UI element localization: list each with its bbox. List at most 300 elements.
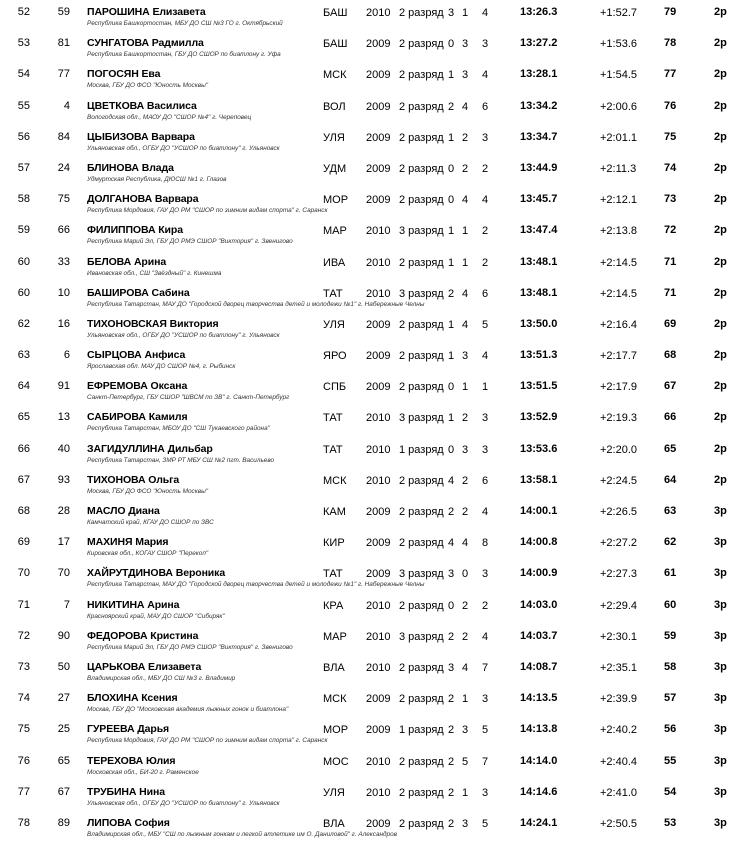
category-cell: 2 разряд xyxy=(399,162,444,175)
gap-cell: +2:00.6 xyxy=(600,100,638,113)
birth-year-cell: 2009 xyxy=(366,381,391,394)
gap-cell: +2:16.4 xyxy=(600,318,638,331)
rank-cell: 3р xyxy=(714,598,727,611)
rank-cell: 3р xyxy=(714,785,727,798)
table-row xyxy=(0,31,750,62)
place-cell: 62 xyxy=(17,317,30,330)
category-cell: 3 разряд xyxy=(399,225,444,238)
athlete-name: ДОЛГАНОВА Варвара xyxy=(87,193,199,206)
shooting-total-cell: 7 xyxy=(481,661,489,674)
place-cell: 76 xyxy=(17,754,30,767)
athlete-team: Республика Татарстан, ЗМР РТ МБУ СШ №2 пгт. Васильево xyxy=(87,456,275,464)
athlete-name: ПАРОШИНА Елизавета xyxy=(87,6,206,18)
athlete-name: ФИЛИППОВА Кира xyxy=(87,224,183,237)
points-cell: 54 xyxy=(664,785,677,798)
athlete-name: БЛОХИНА Ксения xyxy=(87,692,178,705)
shooting-2-cell: 4 xyxy=(461,537,469,550)
rank-cell: 3р xyxy=(714,505,727,517)
athlete-team: Республика Татарстан, МАУ ДО "Городской дворец творчества детей и молодежи №1" г. Набережные Челны xyxy=(87,300,425,308)
gap-cell: +2:50.5 xyxy=(600,817,638,830)
birth-year-cell: 2010 xyxy=(366,599,391,612)
athlete-team: Владимирская обл., МБУ "СШ по лыжным гонкам и легкой атлетике им О. Даниловой" г. Александров xyxy=(87,830,397,838)
region-cell: СПБ xyxy=(323,381,347,394)
region-cell: БАШ xyxy=(323,7,348,19)
gap-cell: +2:30.1 xyxy=(600,630,638,643)
bib-cell: 6 xyxy=(63,349,70,362)
rank-cell: 2р xyxy=(714,317,727,330)
category-cell: 2 разряд xyxy=(399,661,444,674)
shooting-total-cell: 2 xyxy=(481,256,489,269)
category-cell: 1 разряд xyxy=(399,724,444,737)
bib-cell: 59 xyxy=(57,6,70,18)
time-cell: 13:47.4 xyxy=(520,224,558,237)
birth-year-cell: 2009 xyxy=(366,162,391,175)
birth-year-cell: 2009 xyxy=(366,69,391,82)
time-cell: 13:26.3 xyxy=(520,6,558,18)
shooting-2-cell: 3 xyxy=(461,38,469,51)
shooting-total-cell: 5 xyxy=(481,817,489,830)
athlete-name: МАХИНЯ Мария xyxy=(87,536,169,549)
shooting-1-cell: 0 xyxy=(447,194,455,207)
place-cell: 77 xyxy=(17,785,30,798)
shooting-2-cell: 3 xyxy=(461,443,469,456)
time-cell: 14:00.9 xyxy=(520,567,558,580)
athlete-name: ХАЙРУТДИНОВА Вероника xyxy=(87,567,226,580)
category-cell: 2 разряд xyxy=(399,318,444,331)
rank-cell: 3р xyxy=(714,723,727,736)
place-cell: 52 xyxy=(17,6,30,18)
points-cell: 53 xyxy=(664,816,677,829)
gap-cell: +1:54.5 xyxy=(600,69,638,82)
table-row xyxy=(0,530,750,561)
place-cell: 54 xyxy=(17,68,30,81)
athlete-name: ЦВЕТКОВА Василиса xyxy=(87,99,197,112)
category-cell: 3 разряд xyxy=(399,412,444,425)
gap-cell: +2:41.0 xyxy=(600,786,638,799)
shooting-1-cell: 1 xyxy=(447,131,455,144)
bib-cell: 67 xyxy=(57,785,70,798)
time-cell: 14:08.7 xyxy=(520,660,558,673)
rank-cell: 2р xyxy=(714,6,727,18)
bib-cell: 84 xyxy=(57,130,70,143)
athlete-name: БЛИНОВА Влада xyxy=(87,161,174,174)
gap-cell: +2:39.9 xyxy=(600,693,638,706)
shooting-total-cell: 2 xyxy=(481,225,489,238)
birth-year-cell: 2010 xyxy=(366,412,391,425)
table-row xyxy=(0,749,750,780)
gap-cell: +2:14.5 xyxy=(600,287,638,300)
rank-cell: 2р xyxy=(714,68,727,81)
category-cell: 2 разряд xyxy=(399,755,444,768)
region-cell: ВОЛ xyxy=(323,100,346,113)
shooting-2-cell: 3 xyxy=(461,817,469,830)
region-cell: ТАТ xyxy=(323,443,343,456)
rank-cell: 2р xyxy=(714,130,727,143)
region-cell: КИР xyxy=(323,537,345,550)
rank-cell: 3р xyxy=(714,692,727,705)
place-cell: 59 xyxy=(17,224,30,237)
category-cell: 2 разряд xyxy=(399,817,444,830)
region-cell: УЛЯ xyxy=(323,318,345,331)
gap-cell: +1:52.7 xyxy=(600,7,638,19)
bib-cell: 65 xyxy=(57,754,70,767)
time-cell: 13:58.1 xyxy=(520,473,558,486)
birth-year-cell: 2010 xyxy=(366,443,391,456)
place-cell: 58 xyxy=(17,193,30,206)
category-cell: 2 разряд xyxy=(399,506,444,518)
birth-year-cell: 2009 xyxy=(366,724,391,737)
shooting-1-cell: 1 xyxy=(447,225,455,238)
shooting-2-cell: 0 xyxy=(461,568,469,581)
region-cell: КРА xyxy=(323,599,344,612)
points-cell: 65 xyxy=(664,442,677,455)
points-cell: 71 xyxy=(664,286,677,299)
birth-year-cell: 2009 xyxy=(366,506,391,518)
points-cell: 61 xyxy=(664,567,677,580)
gap-cell: +1:53.6 xyxy=(600,38,638,51)
bib-cell: 50 xyxy=(57,660,70,673)
athlete-team: Ульяновская обл., ОГБУ ДО "УСШОР по биатлону" г. Ульяновск xyxy=(87,331,280,339)
shooting-total-cell: 1 xyxy=(481,381,489,394)
gap-cell: +2:40.4 xyxy=(600,755,638,768)
rank-cell: 2р xyxy=(714,255,727,268)
rank-cell: 2р xyxy=(714,380,727,393)
shooting-1-cell: 1 xyxy=(447,350,455,363)
athlete-name: СЫРЦОВА Анфиса xyxy=(87,349,186,362)
points-cell: 74 xyxy=(664,161,677,174)
gap-cell: +2:17.7 xyxy=(600,350,638,363)
rank-cell: 2р xyxy=(714,193,727,206)
shooting-1-cell: 4 xyxy=(447,474,455,487)
points-cell: 58 xyxy=(664,660,677,673)
shooting-2-cell: 1 xyxy=(461,381,469,394)
region-cell: УЛЯ xyxy=(323,131,345,144)
region-cell: МОС xyxy=(323,755,349,768)
table-row xyxy=(0,156,750,187)
athlete-team: Ульяновская обл., ОГБУ ДО "УСШОР по биатлону" г. Ульяновск xyxy=(87,799,280,807)
shooting-2-cell: 3 xyxy=(461,350,469,363)
time-cell: 13:28.1 xyxy=(520,68,558,81)
bib-cell: 13 xyxy=(57,411,70,424)
shooting-2-cell: 1 xyxy=(461,225,469,238)
place-cell: 63 xyxy=(17,349,30,362)
shooting-2-cell: 3 xyxy=(461,69,469,82)
time-cell: 14:13.5 xyxy=(520,692,558,705)
place-cell: 55 xyxy=(17,99,30,112)
points-cell: 75 xyxy=(664,130,677,143)
athlete-team: Санкт-Петербург, ГБУ СШОР "ШВСМ по ЗВ" г. Санкт-Петербург xyxy=(87,394,290,402)
region-cell: МОР xyxy=(323,194,349,207)
category-cell: 3 разряд xyxy=(399,630,444,643)
athlete-name: БАШИРОВА Сабина xyxy=(87,286,190,299)
birth-year-cell: 2010 xyxy=(366,786,391,799)
birth-year-cell: 2009 xyxy=(366,131,391,144)
table-row xyxy=(0,62,750,93)
table-row xyxy=(0,437,750,468)
category-cell: 2 разряд xyxy=(399,381,444,394)
athlete-team: Республика Мордовия, ГАУ ДО РМ "СШОР по зимним видам спорта" г. Саранск xyxy=(87,737,328,745)
region-cell: МОР xyxy=(323,724,349,737)
bib-cell: 91 xyxy=(57,380,70,393)
shooting-1-cell: 2 xyxy=(447,630,455,643)
athlete-team: Республика Башкортостан, ГБУ ДО СШОР по биатлону г. Уфа xyxy=(87,51,281,59)
table-row xyxy=(0,811,750,842)
athlete-name: МАСЛО Диана xyxy=(87,505,160,517)
category-cell: 3 разряд xyxy=(399,287,444,300)
table-row xyxy=(0,125,750,156)
place-cell: 71 xyxy=(17,598,30,611)
region-cell: КАМ xyxy=(323,506,346,518)
time-cell: 14:14.0 xyxy=(520,754,558,767)
shooting-1-cell: 4 xyxy=(447,537,455,550)
shooting-2-cell: 1 xyxy=(461,7,469,19)
athlete-name: ФЕДОРОВА Кристина xyxy=(87,629,199,642)
athlete-name: ТИХОНОВСКАЯ Виктория xyxy=(87,317,219,330)
table-row xyxy=(0,561,750,592)
athlete-team: Ярославская обл. МАУ ДО СШОР №4, г. Рыбинск xyxy=(87,363,236,371)
time-cell: 14:00.1 xyxy=(520,505,558,517)
category-cell: 3 разряд xyxy=(399,568,444,581)
shooting-total-cell: 4 xyxy=(481,350,489,363)
region-cell: ЯРО xyxy=(323,350,347,363)
category-cell: 2 разряд xyxy=(399,7,444,19)
athlete-name: ЦЫБИЗОВА Варвара xyxy=(87,130,195,143)
shooting-total-cell: 2 xyxy=(481,162,489,175)
points-cell: 68 xyxy=(664,349,677,362)
rank-cell: 2р xyxy=(714,37,727,50)
shooting-1-cell: 0 xyxy=(447,443,455,456)
gap-cell: +2:29.4 xyxy=(600,599,638,612)
time-cell: 14:14.6 xyxy=(520,785,558,798)
shooting-1-cell: 0 xyxy=(447,38,455,51)
time-cell: 13:48.1 xyxy=(520,286,558,299)
place-cell: 69 xyxy=(17,536,30,549)
rank-cell: 3р xyxy=(714,816,727,829)
athlete-name: ГУРЕЕВА Дарья xyxy=(87,723,170,736)
birth-year-cell: 2009 xyxy=(366,318,391,331)
shooting-total-cell: 5 xyxy=(481,724,489,737)
shooting-total-cell: 4 xyxy=(481,7,489,19)
shooting-total-cell: 4 xyxy=(481,69,489,82)
place-cell: 67 xyxy=(17,473,30,486)
athlete-name: ПОГОСЯН Ева xyxy=(87,68,161,81)
bib-cell: 90 xyxy=(57,629,70,642)
athlete-name: НИКИТИНА Арина xyxy=(87,598,180,611)
points-cell: 76 xyxy=(664,99,677,112)
shooting-2-cell: 4 xyxy=(461,661,469,674)
table-row xyxy=(0,94,750,125)
birth-year-cell: 2009 xyxy=(366,817,391,830)
birth-year-cell: 2010 xyxy=(366,7,391,19)
shooting-1-cell: 2 xyxy=(447,724,455,737)
bib-cell: 24 xyxy=(57,161,70,174)
bib-cell: 81 xyxy=(57,37,70,50)
shooting-total-cell: 3 xyxy=(481,131,489,144)
points-cell: 64 xyxy=(664,473,677,486)
points-cell: 62 xyxy=(664,536,677,549)
athlete-team: Ивановская обл., СШ "Звёздный" г. Кинешма xyxy=(87,269,222,277)
points-cell: 79 xyxy=(664,6,677,18)
rank-cell: 3р xyxy=(714,629,727,642)
region-cell: МСК xyxy=(323,474,347,487)
shooting-total-cell: 6 xyxy=(481,474,489,487)
category-cell: 2 разряд xyxy=(399,350,444,363)
gap-cell: +2:24.5 xyxy=(600,474,638,487)
gap-cell: +2:17.9 xyxy=(600,381,638,394)
shooting-1-cell: 0 xyxy=(447,381,455,394)
birth-year-cell: 2009 xyxy=(366,38,391,51)
birth-year-cell: 2010 xyxy=(366,755,391,768)
shooting-1-cell: 1 xyxy=(447,69,455,82)
place-cell: 74 xyxy=(17,692,30,705)
athlete-team: Москва, ГБУ ДО "Московская академия лыжных гонок и биатлона" xyxy=(87,706,289,714)
points-cell: 67 xyxy=(664,380,677,393)
gap-cell: +2:14.5 xyxy=(600,256,638,269)
bib-cell: 93 xyxy=(57,473,70,486)
gap-cell: +2:27.3 xyxy=(600,568,638,581)
category-cell: 2 разряд xyxy=(399,69,444,82)
rank-cell: 2р xyxy=(714,442,727,455)
shooting-1-cell: 3 xyxy=(447,661,455,674)
shooting-total-cell: 3 xyxy=(481,412,489,425)
category-cell: 1 разряд xyxy=(399,443,444,456)
points-cell: 57 xyxy=(664,692,677,705)
place-cell: 66 xyxy=(17,442,30,455)
shooting-1-cell: 3 xyxy=(447,568,455,581)
shooting-2-cell: 4 xyxy=(461,318,469,331)
bib-cell: 77 xyxy=(57,68,70,81)
table-row xyxy=(0,0,750,31)
shooting-total-cell: 3 xyxy=(481,38,489,51)
shooting-total-cell: 3 xyxy=(481,443,489,456)
shooting-2-cell: 3 xyxy=(461,724,469,737)
shooting-total-cell: 3 xyxy=(481,568,489,581)
shooting-2-cell: 2 xyxy=(461,474,469,487)
gap-cell: +2:20.0 xyxy=(600,443,638,456)
region-cell: УДМ xyxy=(323,162,347,175)
place-cell: 72 xyxy=(17,629,30,642)
table-row xyxy=(0,343,750,374)
athlete-team: Республика Башкортостан, МБУ ДО СШ №3 ГО г. Октябрьский xyxy=(87,20,283,27)
birth-year-cell: 2010 xyxy=(366,256,391,269)
points-cell: 77 xyxy=(664,68,677,81)
rank-cell: 3р xyxy=(714,754,727,767)
birth-year-cell: 2009 xyxy=(366,100,391,113)
shooting-1-cell: 2 xyxy=(447,817,455,830)
table-row xyxy=(0,686,750,717)
place-cell: 70 xyxy=(17,567,30,580)
category-cell: 2 разряд xyxy=(399,599,444,612)
shooting-1-cell: 0 xyxy=(447,162,455,175)
place-cell: 53 xyxy=(17,37,30,50)
time-cell: 13:44.9 xyxy=(520,161,558,174)
shooting-1-cell: 0 xyxy=(447,599,455,612)
gap-cell: +2:26.5 xyxy=(600,506,638,518)
athlete-team: Республика Марий Эл, ГБУ ДО РМЭ СШОР "Виктория" г. Звенигово xyxy=(87,643,293,651)
bib-cell: 25 xyxy=(57,723,70,736)
gap-cell: +2:11.3 xyxy=(600,162,637,175)
category-cell: 2 разряд xyxy=(399,474,444,487)
shooting-total-cell: 3 xyxy=(481,693,489,706)
shooting-1-cell: 2 xyxy=(447,287,455,300)
category-cell: 2 разряд xyxy=(399,786,444,799)
birth-year-cell: 2009 xyxy=(366,194,391,207)
points-cell: 59 xyxy=(664,629,677,642)
region-cell: МАР xyxy=(323,225,347,238)
time-cell: 14:13.8 xyxy=(520,723,558,736)
rank-cell: 2р xyxy=(714,473,727,486)
shooting-total-cell: 4 xyxy=(481,194,489,207)
rank-cell: 2р xyxy=(714,99,727,112)
time-cell: 14:00.8 xyxy=(520,536,558,549)
rank-cell: 3р xyxy=(714,660,727,673)
points-cell: 69 xyxy=(664,317,677,330)
place-cell: 60 xyxy=(17,286,30,299)
athlete-team: Республика Татарстан, МАУ ДО "Городской дворец творчества детей и молодежи №1" г. Набережные Челны xyxy=(87,581,425,589)
shooting-2-cell: 2 xyxy=(461,412,469,425)
bib-cell: 28 xyxy=(57,505,70,517)
shooting-2-cell: 2 xyxy=(461,162,469,175)
table-row xyxy=(0,499,750,530)
gap-cell: +2:27.2 xyxy=(600,537,638,550)
table-row xyxy=(0,250,750,281)
athlete-team: Кировская обл., КОГАУ СШОР "Перекоп" xyxy=(87,550,209,558)
category-cell: 2 разряд xyxy=(399,194,444,207)
category-cell: 2 разряд xyxy=(399,537,444,550)
points-cell: 55 xyxy=(664,754,677,767)
time-cell: 13:53.6 xyxy=(520,442,558,455)
time-cell: 13:51.5 xyxy=(520,380,558,393)
shooting-2-cell: 2 xyxy=(461,506,469,518)
birth-year-cell: 2009 xyxy=(366,350,391,363)
shooting-total-cell: 7 xyxy=(481,755,489,768)
birth-year-cell: 2009 xyxy=(366,568,391,581)
table-row xyxy=(0,593,750,624)
points-cell: 72 xyxy=(664,224,677,237)
birth-year-cell: 2010 xyxy=(366,661,391,674)
region-cell: МСК xyxy=(323,693,347,706)
table-row xyxy=(0,624,750,655)
points-cell: 66 xyxy=(664,411,677,424)
athlete-team: Красноярский край, МАУ ДО СШОР "Сибиряк" xyxy=(87,612,225,620)
table-row xyxy=(0,468,750,499)
time-cell: 14:03.7 xyxy=(520,629,558,642)
shooting-2-cell: 4 xyxy=(461,194,469,207)
bib-cell: 16 xyxy=(57,317,70,330)
shooting-total-cell: 3 xyxy=(481,786,489,799)
gap-cell: +2:19.3 xyxy=(600,412,638,425)
category-cell: 2 разряд xyxy=(399,693,444,706)
athlete-team: Камчатский край, КГАУ ДО СШОР по ЗВС xyxy=(87,519,214,526)
athlete-team: Республика Мордовия, ГАУ ДО РМ "СШОР по зимним видам спорта" г. Саранск xyxy=(87,207,328,215)
place-cell: 60 xyxy=(17,255,30,268)
shooting-2-cell: 4 xyxy=(461,287,469,300)
region-cell: ВЛА xyxy=(323,817,345,830)
region-cell: ИВА xyxy=(323,256,346,269)
shooting-1-cell: 2 xyxy=(447,506,455,518)
birth-year-cell: 2010 xyxy=(366,225,391,238)
shooting-2-cell: 2 xyxy=(461,599,469,612)
bib-cell: 33 xyxy=(57,255,70,268)
time-cell: 13:27.2 xyxy=(520,37,558,50)
athlete-name: ТИХОНОВА Ольга xyxy=(87,473,180,486)
points-cell: 63 xyxy=(664,505,677,517)
athlete-name: БЕЛОВА Арина xyxy=(87,255,167,268)
rank-cell: 2р xyxy=(714,161,727,174)
rank-cell: 2р xyxy=(714,411,727,424)
time-cell: 13:51.3 xyxy=(520,349,558,362)
place-cell: 57 xyxy=(17,161,30,174)
